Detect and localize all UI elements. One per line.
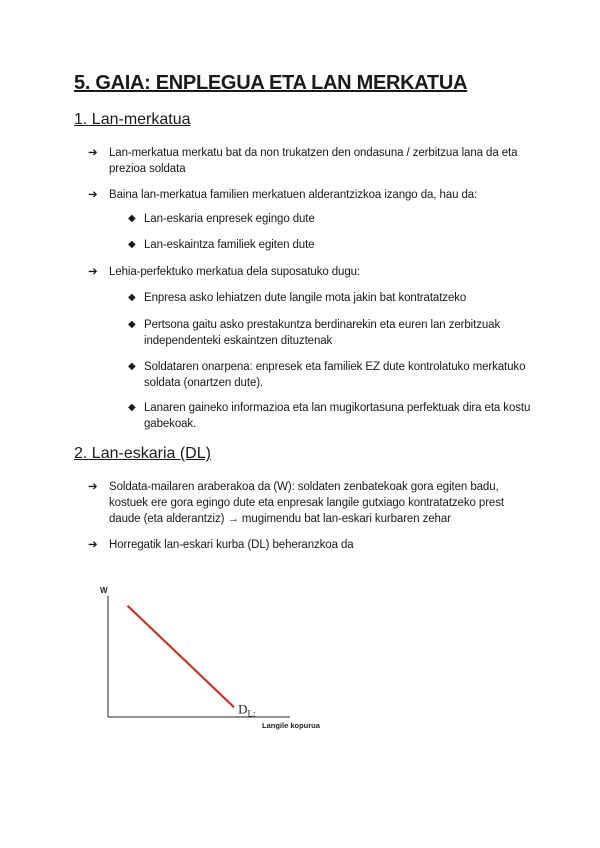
demand-curve-label xyxy=(238,701,255,718)
list-item: Soldataren onarpena: enpresek eta familiek EZ dute kontrolatuko merkatuko soldata (onartzen dute). xyxy=(144,361,526,389)
section-heading-lan-eskaria: 2. Lan-eskaria (DL) xyxy=(74,445,211,462)
list-item: Lanaren gaineko informazioa eta lan mugikortasuna perfektuak dira eta kostu gabekoak. xyxy=(144,402,531,430)
demand-curve-label-main: D xyxy=(238,701,248,717)
y-axis-label: W xyxy=(100,586,108,595)
arrow-bullet-icon: ➔ xyxy=(88,481,98,493)
list-item: Lan-eskaintza familiek egiten dute xyxy=(144,239,315,251)
diamond-bullet-icon: ◆ xyxy=(128,402,136,413)
list-item: Lan-merkatua merkatu bat da non trukatzen den ondasuna / zerbitzua lana da eta prezioa soldata xyxy=(109,147,518,175)
x-axis-label: Langile kopurua xyxy=(262,721,320,730)
arrow-bullet-icon: ➔ xyxy=(88,266,98,278)
diamond-bullet-icon: ◆ xyxy=(128,213,136,224)
diamond-bullet-icon: ◆ xyxy=(128,239,136,250)
list-item: Soldata-mailaren araberakoa da (W): soldaten zenbatekoak gora egiten badu, kostuek ere gora egingo dute eta enpresak langile gutxiago kontratatzeko prest daude (eta alderantziz) → mugimendu bat lan-eskari kurbaren zehar xyxy=(109,481,504,525)
diamond-bullet-icon: ◆ xyxy=(128,361,136,372)
list-item: Horregatik lan-eskari kurba (DL) beheranzkoa da xyxy=(109,539,354,551)
page-title: 5. GAIA: ENPLEGUA ETA LAN MERKATUA xyxy=(74,72,468,94)
diamond-bullet-icon: ◆ xyxy=(128,319,136,330)
list-item: Baina lan-merkatua familien merkatuen alderantzizkoa izango da, hau da: xyxy=(109,189,478,201)
list-item: Pertsona gaitu asko prestakuntza berdinarekin eta euren lan zerbitzuak independenteki eskaintzen dituztenak xyxy=(144,319,501,347)
list-item: Lan-eskaria enpresek egingo dute xyxy=(144,213,315,225)
section-heading-lan-merkatua: 1. Lan-merkatua xyxy=(74,111,191,128)
diamond-bullet-icon: ◆ xyxy=(128,292,136,303)
demand-curve-line xyxy=(128,606,235,708)
arrow-bullet-icon: ➔ xyxy=(88,189,98,201)
list-item: Enpresa asko lehiatzen dute langile mota jakin bat kontratatzeko xyxy=(144,292,467,304)
list-item: Lehia-perfektuko merkatua dela suposatuko dugu: xyxy=(109,266,361,278)
arrow-bullet-icon: ➔ xyxy=(88,147,98,159)
demand-curve-label-sub: L: xyxy=(247,708,256,719)
arrow-bullet-icon: ➔ xyxy=(88,539,98,551)
